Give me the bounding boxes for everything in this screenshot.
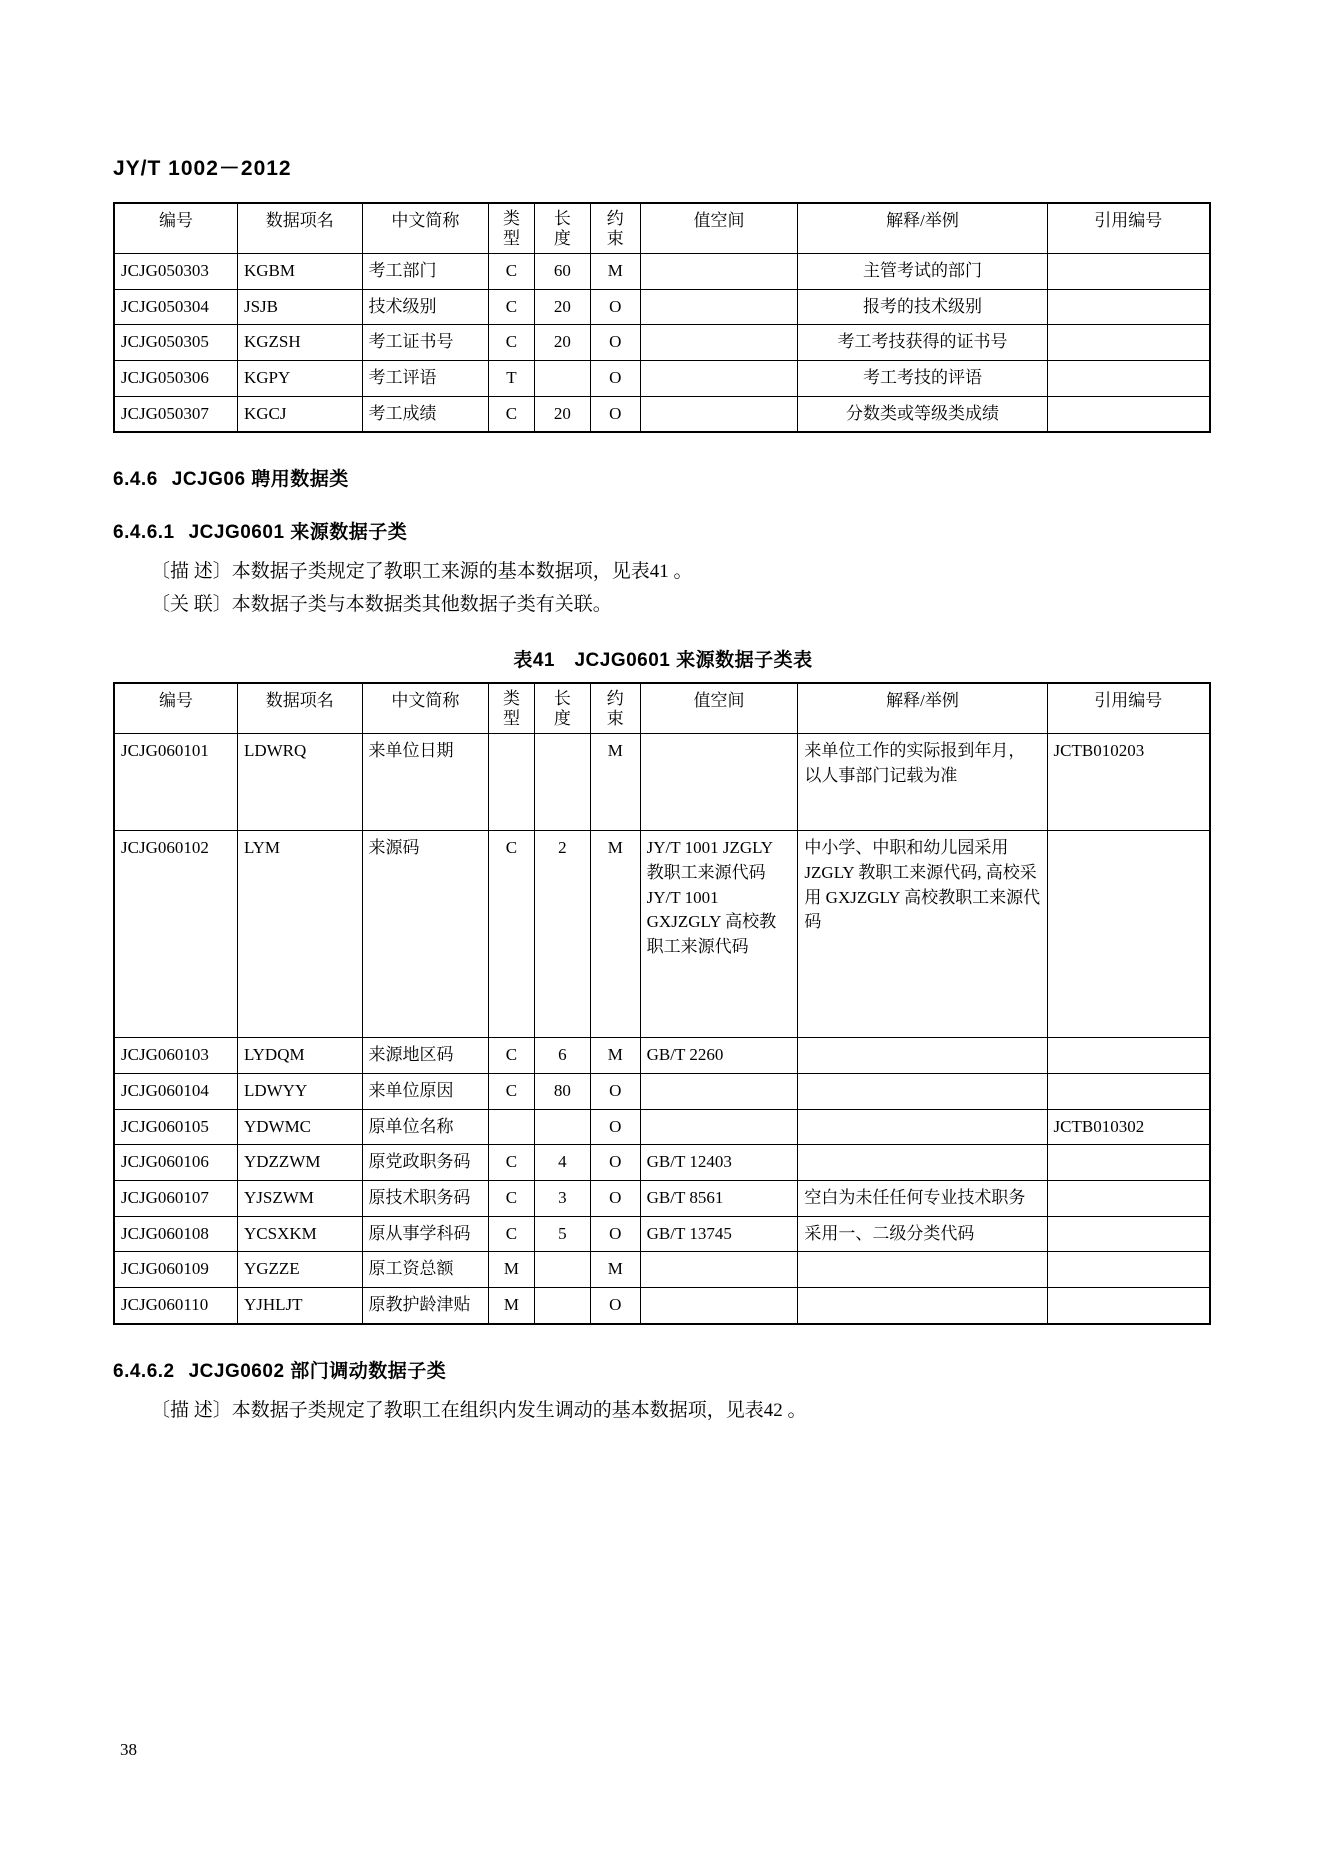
table-40-wrapper: [113, 202, 1211, 433]
cell-ref: [1047, 254, 1209, 290]
cell-explain: 考工考技的评语: [798, 361, 1047, 397]
table-41-title: 表41 JCJG0601 来源数据子类表: [513, 650, 813, 672]
column-header-type: 类 型: [489, 684, 535, 734]
column-header-value-space: 值空间: [640, 204, 798, 254]
table-row: [115, 1287, 1209, 1322]
cell-length: 5: [534, 1216, 590, 1252]
cell-cn: 考工证书号: [362, 325, 489, 361]
cell-code: JCJG060102: [115, 831, 237, 1038]
cell-explain: 主管考试的部门: [798, 254, 1047, 290]
cell-type: [489, 1109, 535, 1145]
cell-code: JCJG060104: [115, 1074, 237, 1110]
cell-cn: 来单位日期: [362, 734, 489, 831]
table-row: [115, 1145, 1209, 1181]
cell-ref: JCTB010203: [1047, 734, 1209, 831]
page-number: 38: [120, 1740, 137, 1759]
table-row: [115, 289, 1209, 325]
cell-value-space: [640, 361, 798, 397]
table-row: [115, 1252, 1209, 1288]
cell-ref: [1047, 289, 1209, 325]
cell-length: 20: [534, 396, 590, 431]
cell-type: C: [489, 1074, 535, 1110]
cell-code: JCJG060103: [115, 1038, 237, 1074]
table-row: [115, 734, 1209, 831]
cell-cn: 来单位原因: [362, 1074, 489, 1110]
column-header-type: 类 型: [489, 204, 535, 254]
column-header-length: 长 度: [534, 684, 590, 734]
cell-ref: [1047, 1074, 1209, 1110]
cell-type: C: [489, 396, 535, 431]
cell-type: M: [489, 1287, 535, 1322]
cell-length: [534, 734, 590, 831]
section-title: JCJG0602 部门调动数据子类: [188, 1360, 447, 1382]
cell-explain: 来单位工作的实际报到年月，以人事部门记载为准: [798, 734, 1047, 831]
description-text: 本数据子类规定了教职工在组织内发生调动的基本数据项，见表42 。: [231, 1399, 807, 1421]
column-header-ref: 引用编号: [1047, 204, 1209, 254]
cell-cn: 原从事学科码: [362, 1216, 489, 1252]
cell-cn: 原技术职务码: [362, 1180, 489, 1216]
standard-code-header: JY/T 1002－2012: [113, 157, 292, 180]
cell-cn: 考工部门: [362, 254, 489, 290]
table-row: [115, 1074, 1209, 1110]
cell-type: C: [489, 1145, 535, 1181]
cell-cn: 来源码: [362, 831, 489, 1038]
cell-constraint: M: [590, 1038, 640, 1074]
cell-type: C: [489, 831, 535, 1038]
column-header-name: 数据项名: [237, 684, 362, 734]
table-row: [115, 1038, 1209, 1074]
cell-constraint: M: [590, 831, 640, 1038]
cell-length: 20: [534, 325, 590, 361]
table-row: [115, 1109, 1209, 1145]
cell-name: LYM: [237, 831, 362, 1038]
cell-ref: [1047, 361, 1209, 397]
cell-length: 6: [534, 1038, 590, 1074]
cell-name: LDWRQ: [237, 734, 362, 831]
cell-cn: 技术级别: [362, 289, 489, 325]
section-number: 6.4.6.2: [113, 1360, 175, 1382]
table-row: [115, 1180, 1209, 1216]
table-row: [115, 396, 1209, 431]
cell-cn: 考工评语: [362, 361, 489, 397]
cell-length: 80: [534, 1074, 590, 1110]
cell-type: C: [489, 1216, 535, 1252]
cell-ref: [1047, 1216, 1209, 1252]
cell-constraint: O: [590, 1180, 640, 1216]
cell-cn: 原党政职务码: [362, 1145, 489, 1181]
table-row: [115, 831, 1209, 1038]
cell-code: JCJG050307: [115, 396, 237, 431]
cell-explain: [798, 1038, 1047, 1074]
cell-type: [489, 734, 535, 831]
description-label: 〔描 述〕: [151, 561, 232, 583]
cell-constraint: O: [590, 1145, 640, 1181]
cell-code: JCJG060101: [115, 734, 237, 831]
cell-value-space: GB/T 13745: [640, 1216, 798, 1252]
cell-explain: [798, 1287, 1047, 1322]
cell-name: KGCJ: [237, 396, 362, 431]
cell-constraint: O: [590, 1216, 640, 1252]
page-content: [113, 0, 1213, 1425]
cell-constraint: O: [590, 361, 640, 397]
relation-label: 〔关 联〕: [151, 593, 232, 615]
cell-value-space: [640, 734, 798, 831]
cell-ref: [1047, 325, 1209, 361]
cell-code: JCJG050303: [115, 254, 237, 290]
cell-value-space: [640, 1287, 798, 1322]
cell-name: KGZSH: [237, 325, 362, 361]
cell-length: 2: [534, 831, 590, 1038]
table-row: [115, 254, 1209, 290]
cell-cn: 原单位名称: [362, 1109, 489, 1145]
cell-explain: 考工考技获得的证书号: [798, 325, 1047, 361]
cell-constraint: O: [590, 396, 640, 431]
column-header-ref: 引用编号: [1047, 684, 1209, 734]
column-header-length: 长 度: [534, 204, 590, 254]
table-40: [115, 204, 1209, 431]
cell-value-space: GB/T 12403: [640, 1145, 798, 1181]
cell-name: KGBM: [237, 254, 362, 290]
cell-value-space: GB/T 2260: [640, 1038, 798, 1074]
cell-value-space: [640, 1074, 798, 1110]
cell-ref: [1047, 1252, 1209, 1288]
cell-ref: [1047, 831, 1209, 1038]
cell-value-space: JY/T 1001 JZGLY 教职工来源代码 JY/T 1001 GXJZGLY 高校教职工来源代码: [640, 831, 798, 1038]
cell-explain: 报考的技术级别: [798, 289, 1047, 325]
table-41: [115, 684, 1209, 1322]
cell-cn: 原工资总额: [362, 1252, 489, 1288]
cell-explain: 采用一、二级分类代码: [798, 1216, 1047, 1252]
column-header-explain: 解释/举例: [798, 684, 1047, 734]
cell-name: LYDQM: [237, 1038, 362, 1074]
cell-constraint: O: [590, 325, 640, 361]
cell-explain: [798, 1074, 1047, 1110]
cell-value-space: [640, 325, 798, 361]
cell-constraint: O: [590, 1287, 640, 1322]
cell-explain: [798, 1109, 1047, 1145]
cell-constraint: M: [590, 734, 640, 831]
cell-ref: [1047, 1038, 1209, 1074]
cell-constraint: O: [590, 1109, 640, 1145]
cell-cn: 考工成绩: [362, 396, 489, 431]
column-header-value-space: 值空间: [640, 684, 798, 734]
table-row: [115, 204, 1209, 254]
cell-length: 60: [534, 254, 590, 290]
description-paragraph: [151, 558, 1213, 587]
cell-length: [534, 1252, 590, 1288]
cell-ref: [1047, 1287, 1209, 1322]
table-row: [115, 684, 1209, 734]
cell-value-space: [640, 1109, 798, 1145]
cell-length: [534, 1109, 590, 1145]
cell-type: T: [489, 361, 535, 397]
cell-name: YDZZWM: [237, 1145, 362, 1181]
cell-value-space: GB/T 8561: [640, 1180, 798, 1216]
cell-ref: [1047, 1145, 1209, 1181]
section-title: JCJG06 聘用数据类: [171, 469, 349, 491]
cell-constraint: O: [590, 1074, 640, 1110]
cell-name: YGZZE: [237, 1252, 362, 1288]
column-header-code: 编号: [115, 684, 237, 734]
cell-length: [534, 1287, 590, 1322]
cell-type: C: [489, 1180, 535, 1216]
section-heading-646: [113, 464, 1213, 491]
column-header-name: 数据项名: [237, 204, 362, 254]
section-heading-6461: [113, 517, 1213, 544]
column-header-code: 编号: [115, 204, 237, 254]
cell-value-space: [640, 396, 798, 431]
cell-code: JCJG060105: [115, 1109, 237, 1145]
column-header-constraint: 约 束: [590, 204, 640, 254]
cell-length: [534, 361, 590, 397]
cell-ref: [1047, 1180, 1209, 1216]
cell-code: JCJG050306: [115, 361, 237, 397]
section-number: 6.4.6.1: [113, 522, 175, 544]
column-header-constraint: 约 束: [590, 684, 640, 734]
table-row: [115, 325, 1209, 361]
cell-value-space: [640, 1252, 798, 1288]
cell-name: YDWMC: [237, 1109, 362, 1145]
cell-ref: JCTB010302: [1047, 1109, 1209, 1145]
cell-type: C: [489, 1038, 535, 1074]
cell-code: JCJG060106: [115, 1145, 237, 1181]
cell-code: JCJG050305: [115, 325, 237, 361]
cell-code: JCJG050304: [115, 289, 237, 325]
cell-explain: [798, 1145, 1047, 1181]
cell-cn: 原教护龄津贴: [362, 1287, 489, 1322]
cell-name: KGPY: [237, 361, 362, 397]
cell-code: JCJG060108: [115, 1216, 237, 1252]
cell-explain: 分数类或等级类成绩: [798, 396, 1047, 431]
cell-code: JCJG060110: [115, 1287, 237, 1322]
cell-ref: [1047, 396, 1209, 431]
cell-value-space: [640, 254, 798, 290]
cell-value-space: [640, 289, 798, 325]
table-row: [115, 361, 1209, 397]
cell-code: JCJG060109: [115, 1252, 237, 1288]
cell-name: YJSZWM: [237, 1180, 362, 1216]
section-heading-6462: [113, 1356, 1213, 1383]
cell-explain: [798, 1252, 1047, 1288]
description-paragraph-6462: [151, 1397, 1213, 1426]
cell-length: 3: [534, 1180, 590, 1216]
section-number: 6.4.6: [113, 469, 158, 491]
cell-explain: 空白为未任任何专业技术职务: [798, 1180, 1047, 1216]
column-header-explain: 解释/举例: [798, 204, 1047, 254]
cell-name: LDWYY: [237, 1074, 362, 1110]
cell-name: YJHLJT: [237, 1287, 362, 1322]
cell-type: C: [489, 325, 535, 361]
column-header-cn: 中文简称: [362, 204, 489, 254]
section-title: JCJG0601 来源数据子类: [188, 522, 408, 544]
description-label: 〔描 述〕: [151, 1399, 232, 1421]
cell-explain: 中小学、中职和幼儿园采用 JZGLY 教职工来源代码, 高校采用 GXJZGLY 高校教职工来源代码: [798, 831, 1047, 1038]
description-text: 本数据子类规定了教职工来源的基本数据项，见表41 。: [231, 561, 693, 583]
cell-type: C: [489, 289, 535, 325]
table-41-wrapper: [113, 682, 1211, 1324]
relation-paragraph: [151, 591, 1213, 620]
column-header-cn: 中文简称: [362, 684, 489, 734]
relation-text: 本数据子类与本数据类其他数据子类有关联。: [231, 593, 612, 615]
cell-name: YCSXKM: [237, 1216, 362, 1252]
cell-constraint: M: [590, 254, 640, 290]
cell-constraint: O: [590, 289, 640, 325]
cell-length: 4: [534, 1145, 590, 1181]
cell-name: JSJB: [237, 289, 362, 325]
cell-type: C: [489, 254, 535, 290]
table-row: [115, 1216, 1209, 1252]
cell-length: 20: [534, 289, 590, 325]
cell-constraint: M: [590, 1252, 640, 1288]
cell-cn: 来源地区码: [362, 1038, 489, 1074]
cell-type: M: [489, 1252, 535, 1288]
cell-code: JCJG060107: [115, 1180, 237, 1216]
